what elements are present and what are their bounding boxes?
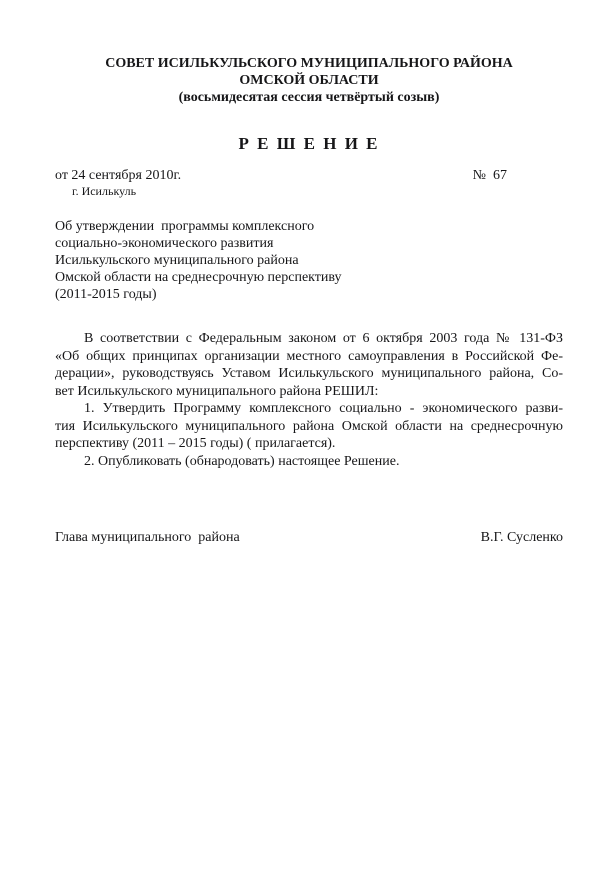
document-number: № 67 <box>472 168 507 183</box>
document-place: г. Исилькуль <box>72 184 137 198</box>
subject-line: (2011-2015 годы) <box>55 287 157 302</box>
signature-title: Глава муниципального района <box>55 530 240 545</box>
preamble-paragraph <box>55 330 563 400</box>
signature-row <box>55 529 563 546</box>
header-org-name: СОВЕТ ИСИЛЬКУЛЬСКОГО МУНИЦИПАЛЬНОГО РАЙОНА <box>105 56 513 71</box>
header-region: ОМСКОЙ ОБЛАСТИ <box>239 73 379 88</box>
header-session: (восьмидесятая сессия четвёртый созыв) <box>178 90 440 105</box>
signature-name: В.Г. Сусленко <box>480 530 563 545</box>
subject-block <box>55 218 563 303</box>
item-line: 2. Опубликовать (обнародовать) настоящее Решение. <box>84 453 400 469</box>
resolution-item-1 <box>55 400 563 453</box>
item-line: тия Исилькульского муниципального района Омской области на среднесрочную <box>55 418 563 434</box>
preamble-line: вет Исилькульского муниципального района РЕШИЛ: <box>55 383 379 399</box>
document-type-title: Р Е Ш Е Н И Е <box>238 134 380 153</box>
preamble-line: В соответствии с Федеральным законом от 6 октября 2003 года № 131-ФЗ <box>84 331 563 346</box>
item-line: 1. Утвердить Программу комплексного социально - экономического разви- <box>84 401 563 416</box>
subject-line: социально-экономического развития <box>55 236 274 251</box>
preamble-line: дерации», руководствуясь Уставом Исилькульского муниципального района, Со- <box>55 366 563 381</box>
item-line: перспективу (2011 – 2015 годы) ( прилагается). <box>55 436 336 451</box>
subject-line: Об утверждении программы комплексного <box>55 219 315 234</box>
meta-row <box>55 167 563 184</box>
preamble-line: «Об общих принципах организации местного самоуправления в Российской Фе- <box>55 348 563 364</box>
subject-line: Омской области на среднесрочную перспективу <box>55 270 342 285</box>
document-header <box>55 55 563 106</box>
document-date: от 24 сентября 2010г. <box>55 168 182 183</box>
resolution-item-2 <box>55 453 563 471</box>
subject-line: Исилькульского муниципального района <box>55 253 299 268</box>
